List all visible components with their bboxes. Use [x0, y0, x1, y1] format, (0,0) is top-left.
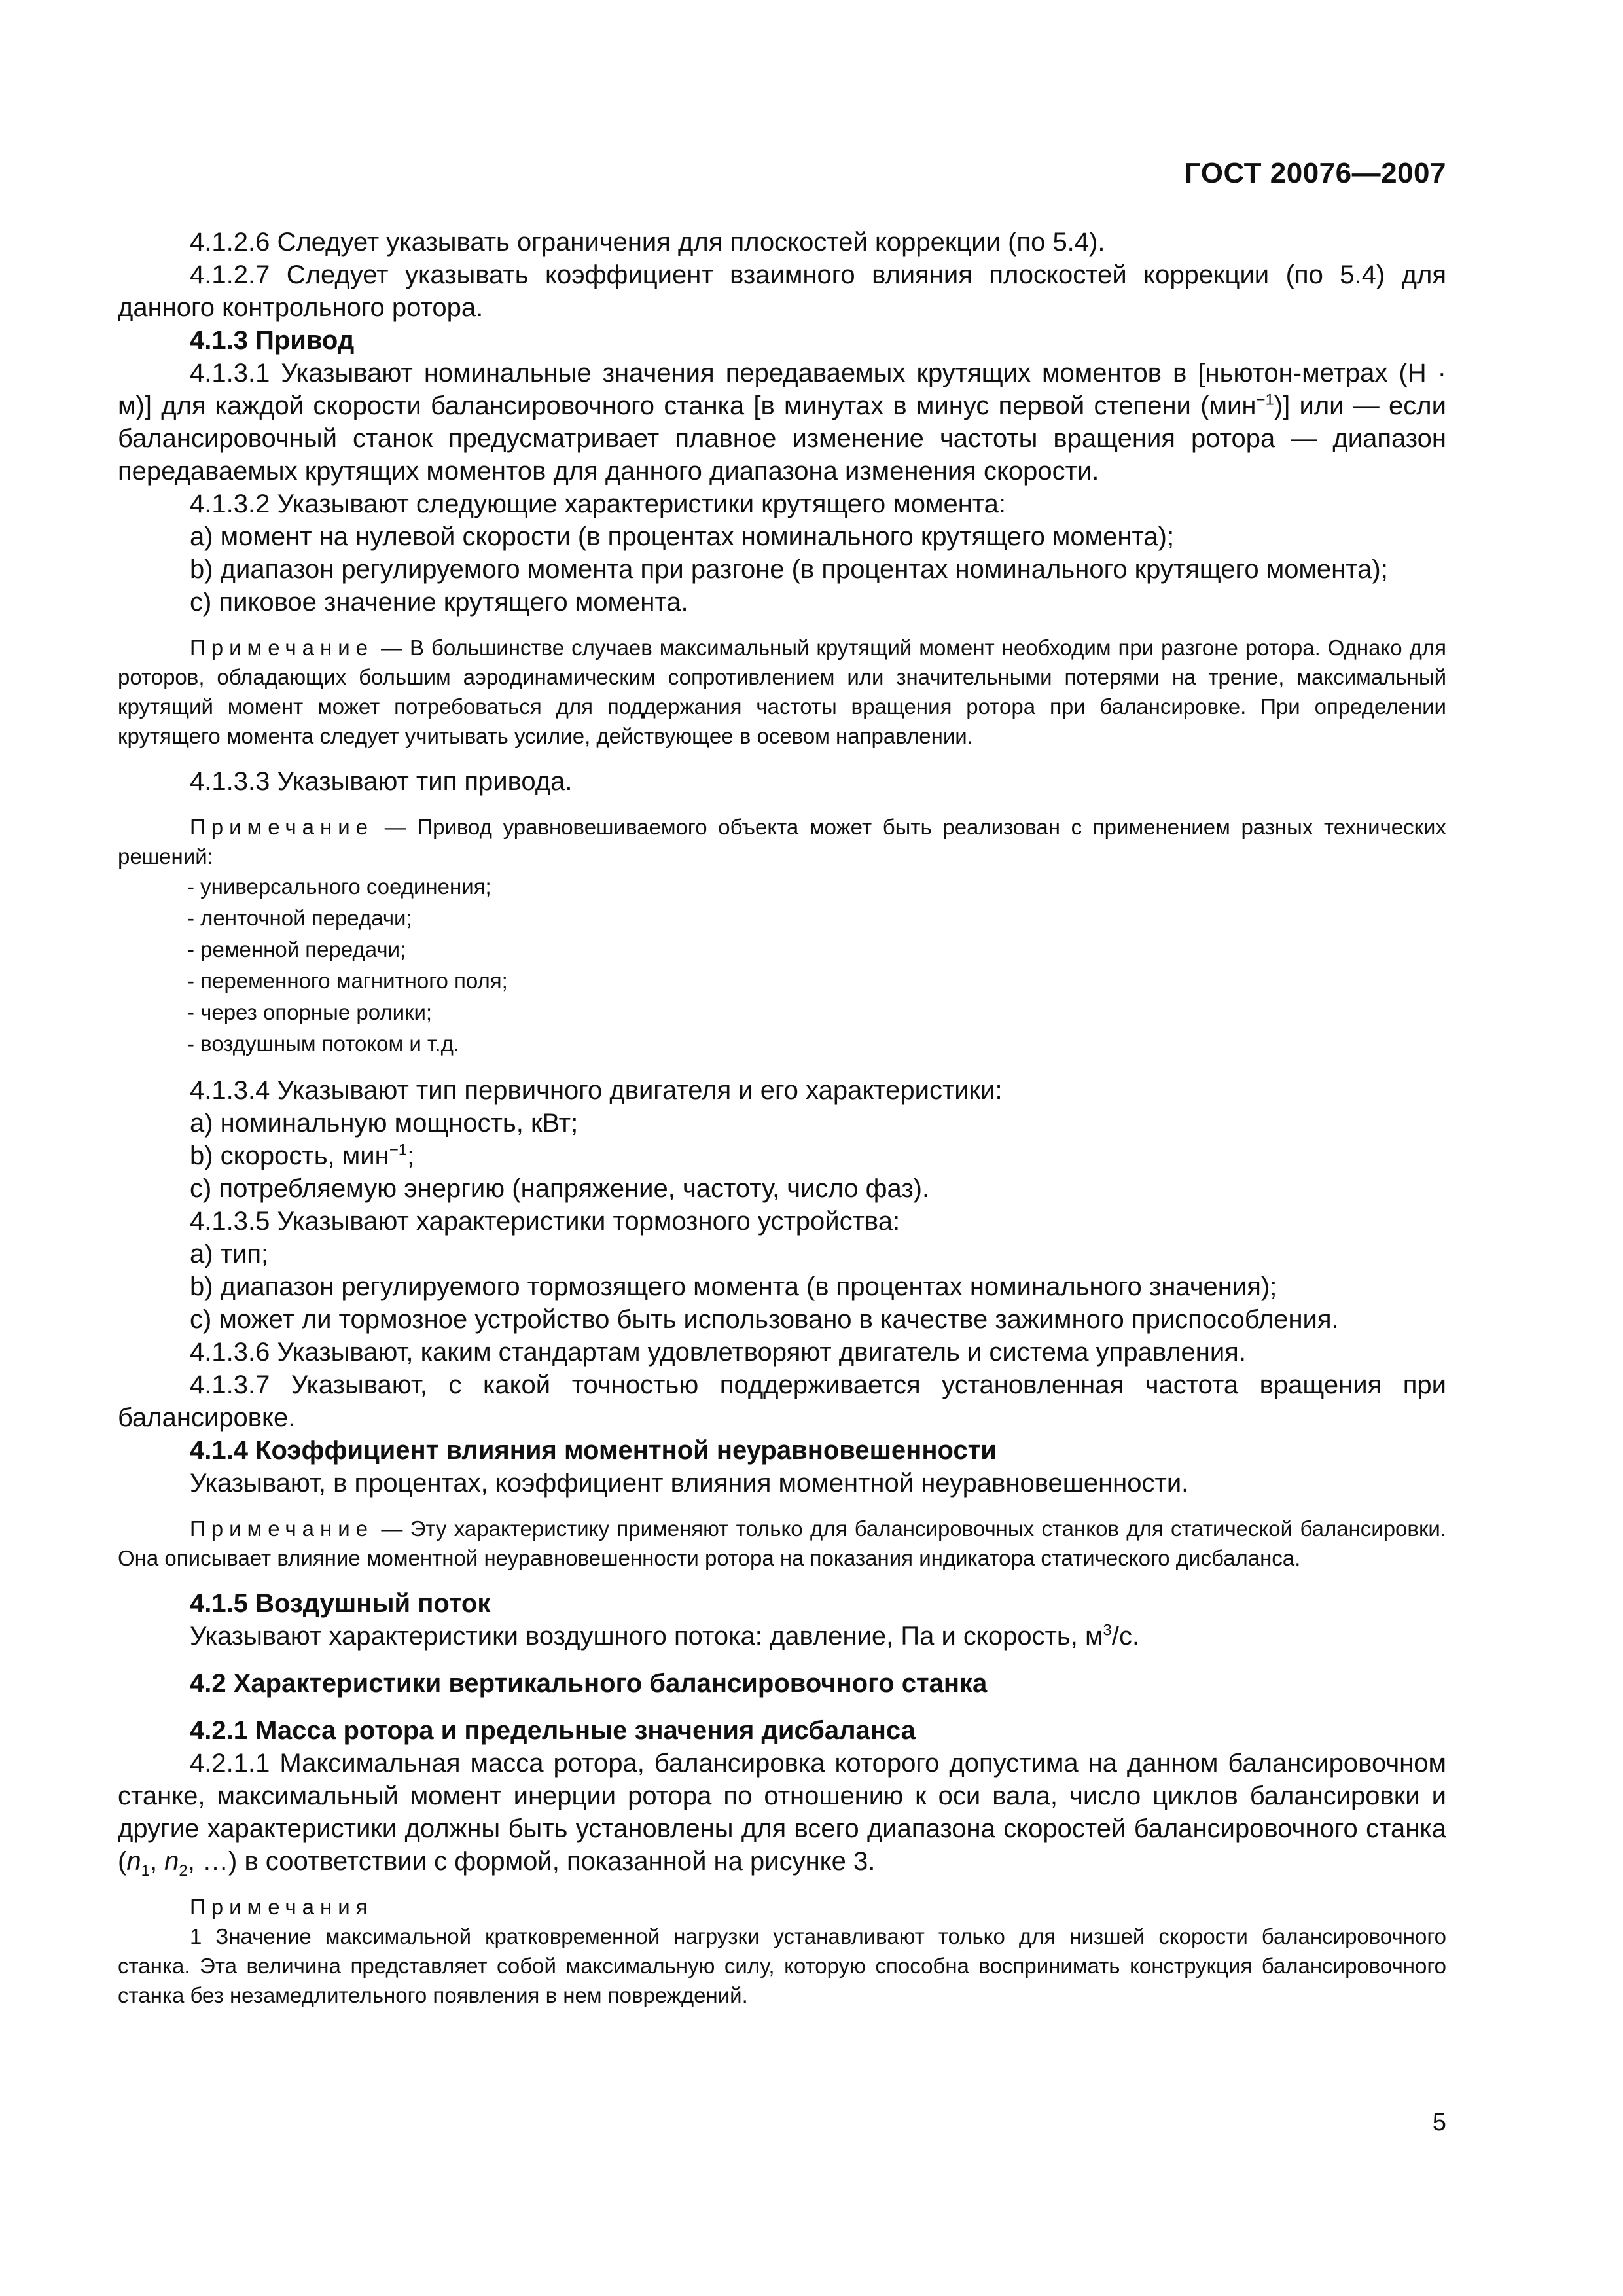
note-torque [118, 633, 1446, 751]
page-number: 5 [1432, 2109, 1446, 2136]
clause-text: Указывают характеристики воздушного потока: давление, Па и скорость, м [190, 1622, 1103, 1651]
note-text: — Привод уравновешиваемого объекта может быть реализован с применением разных технических решений: [118, 815, 1446, 869]
note-item-1: 1 Значение максимальной кратковременной нагрузки устанавливают только для низшей скорости балансировочного станка. Эта величина представляет собой максимальную силу, которую способна воспринимать конструкция балансировочного станка без незамедлительного появления в нем повреждений. [118, 1924, 1446, 2007]
clause-4-1-3-5: 4.1.3.5 Указывают характеристики тормозного устройства: [190, 1207, 901, 1236]
clause-4-1-3-6: 4.1.3.6 Указывают, каким стандартам удовлетворяют двигатель и система управления. [190, 1338, 1246, 1367]
clause-4-2-1-1 [118, 1747, 1446, 1878]
note-text: — В большинстве случаев максимальный крутящий момент необходим при разгоне ротора. Однако для роторов, обладающих большим аэродинамическим сопротивлением или значительными потерями на трение, максимальный крутящий момент может потребоваться для поддержания частоты вращения ротора при балансировке. При определении крутящего момента следует учитывать усилие, действующее в осевом направлении. [118, 636, 1446, 748]
clause-4-1-2-7: 4.1.2.7 Следует указывать коэффициент взаимного влияния плоскостей коррекции (по 5.4) для данного контрольного ротора. [118, 260, 1446, 322]
note-label: Примечание [190, 1516, 374, 1541]
note-drive [118, 812, 1446, 871]
clause-4-1-2-6: 4.1.2.6 Следует указывать ограничения для плоскостей коррекции (по 5.4). [190, 228, 1105, 257]
clause-text: /с. [1111, 1622, 1140, 1651]
clause-4-1-3-3: 4.1.3.3 Указывают тип привода. [190, 767, 573, 796]
clause-text: , …) в соответствии с формой, показанной на рисунке 3. [187, 1847, 876, 1876]
note-text: — Эту характеристику применяют только для балансировочных станков для статической балансировки. Она описывает влияние моментной неуравновешенности ротора на показания индикатора статического дисбаланса. [118, 1516, 1446, 1570]
clause-4-1-3-1-text-b: )] или — если балансировочный станок предусматривает плавное изменение частоты вращения ротора — диапазон передаваемых крутящих моментов для данного диапазона изменения скорости. [118, 391, 1446, 486]
note-moment-unbalance [118, 1514, 1446, 1573]
list-item-4-1-3-5-b: b) диапазон регулируемого тормозящего момента (в процентах номинального значения); [190, 1272, 1277, 1301]
heading-4-2: 4.2 Характеристики вертикального балансировочного станка [190, 1669, 988, 1698]
subscript: 1 [141, 1862, 150, 1880]
note-label: Примечание [190, 636, 374, 660]
clause-text: 4.2.1.1 Максимальная масса ротора, балансировка которого допустима на данном балансировочном станке, максимальный момент инерции ротора по отношению к оси вала, число циклов балансировки и другие характеристики должны быть установлены для всего диапазона скоростей балансировочного станка ( [118, 1749, 1446, 1876]
clause-4-1-5 [118, 1620, 1446, 1653]
note-label: Примечание [190, 815, 374, 839]
list-item-4-1-3-4-c: c) потребляемую энергию (напряжение, частоту, число фаз). [190, 1174, 930, 1203]
note-drive-list-item: - переменного магнитного поля; [187, 969, 508, 993]
heading-4-1-4: 4.1.4 Коэффициент влияния моментной неуравновешенности [190, 1436, 997, 1465]
list-item-4-1-3-2-b: b) диапазон регулируемого момента при разгоне (в процентах номинального крутящего момента); [190, 555, 1388, 584]
clause-4-1-4: Указывают, в процентах, коэффициент влияния моментной неуравновешенности. [190, 1469, 1189, 1498]
list-item-4-1-3-5-a: a) тип; [190, 1240, 269, 1268]
heading-4-1-3: 4.1.3 Привод [190, 326, 355, 355]
superscript: −1 [389, 1141, 408, 1159]
list-item-4-1-3-4-b [118, 1139, 1446, 1172]
list-item-text: ; [407, 1141, 415, 1170]
note-drive-list-item: - воздушным потоком и т.д. [187, 1031, 459, 1056]
clause-4-1-3-2: 4.1.3.2 Указывают следующие характеристики крутящего момента: [190, 490, 1007, 518]
clause-text: , [149, 1847, 165, 1876]
list-item-4-1-3-5-c: c) может ли тормозное устройство быть использовано в качестве зажимного приспособления. [190, 1305, 1339, 1334]
heading-4-1-5: 4.1.5 Воздушный поток [190, 1589, 491, 1618]
notes-label: Примечания [190, 1895, 374, 1919]
clause-4-1-3-1-text-a: 4.1.3.1 Указывают номинальные значения передаваемых крутящих моментов в [ньютон-метрах (Н · м)] для каждой скорости балансировочного станка [в минутах в минус первой степени (мин [118, 359, 1446, 420]
note-drive-list-item: - ленточной передачи; [187, 906, 412, 930]
document-body [118, 226, 1446, 2010]
note-drive-list-item: - универсального соединения; [187, 874, 491, 899]
speed-symbol: n [126, 1847, 141, 1876]
speed-symbol: n [164, 1847, 179, 1876]
note-drive-list-item: - через опорные ролики; [187, 1000, 433, 1024]
list-item-text: b) скорость, мин [190, 1141, 389, 1170]
list-item-4-1-3-4-a: a) номинальную мощность, кВт; [190, 1109, 579, 1138]
list-item-4-1-3-2-a: a) момент на нулевой скорости (в процентах номинального крутящего момента); [190, 522, 1175, 551]
clause-4-1-3-4: 4.1.3.4 Указывают тип первичного двигателя и его характеристики: [190, 1076, 1003, 1105]
clause-4-1-3-1 [118, 357, 1446, 488]
document-id-header: ГОСТ 20076—2007 [1184, 157, 1446, 189]
note-drive-list-item: - ременной передачи; [187, 937, 406, 961]
heading-4-2-1: 4.2.1 Масса ротора и предельные значения дисбаланса [190, 1716, 916, 1745]
subscript: 2 [179, 1862, 188, 1880]
clause-4-1-3-1-superscript: −1 [1256, 391, 1274, 409]
clause-4-1-3-7: 4.1.3.7 Указывают, с какой точностью поддерживается установленная частота вращения при балансировке. [118, 1371, 1446, 1432]
superscript: 3 [1103, 1621, 1112, 1640]
list-item-4-1-3-2-c: c) пиковое значение крутящего момента. [190, 588, 688, 617]
